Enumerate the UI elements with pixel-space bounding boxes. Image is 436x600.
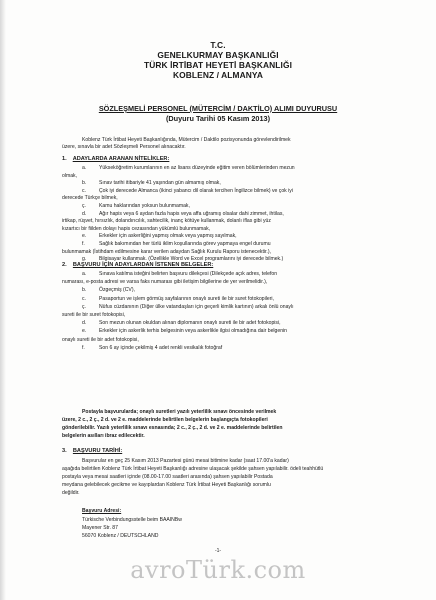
item-text: Özgeçmiş (CV), xyxy=(99,287,135,294)
announcement-title: SÖZLEŞMELİ PERSONEL (MÜTERCİM / DAKTİLO) ALIMI DUYURUSU xyxy=(98,104,338,113)
text-line: belgelerin asılları ibraz edilecektir. xyxy=(62,433,145,439)
item-text: Son mezun olunan okuldan alınan diplomanın onaylı sureti ile bir adet fotokopisi, xyxy=(99,320,281,327)
item-text: Erkekler için askerliğini yapmış olmak veya yapmış sayılmak, xyxy=(99,233,237,240)
page-number: -1- xyxy=(214,548,222,554)
list-item xyxy=(82,320,281,327)
list-item xyxy=(82,296,274,303)
item-text: Nüfus cüzdanının (Diğer ülke vatandaşları için geçerli kimlik kartının) arkalı önlü onaylı xyxy=(99,303,294,310)
item-letter: b. xyxy=(82,287,87,294)
item-letter: ç. xyxy=(82,303,86,310)
list-item xyxy=(62,195,118,202)
item-text: onaylı sureti ile bir adet fotokopisi, xyxy=(62,336,139,343)
list-item xyxy=(62,226,210,233)
address-label: Başvuru Adresi: xyxy=(82,508,122,514)
section-2-label: BAŞVURU İÇİN ADAYLARDAN İSTENEN BELGELER: xyxy=(72,262,214,268)
text-line: aşağıda belirtilen Koblenz Türk İrtibat Heyeti Başkanlığı adresine ulaşacak şekilde şahsen yapılabilir. ödeli teahhütlü xyxy=(62,466,324,472)
list-item xyxy=(82,180,221,187)
intro-line: Koblenz Türk İrtibat Heyeti Başkanlığında, Mütercim / Daktilo pozisyonunda görevlendirilmek xyxy=(82,137,291,143)
item-letter: ç. xyxy=(82,203,86,209)
text-line: meydana gelebilecek gecikme ve kayıplardan Koblenz Türk İrtibat Heyeti Başkanlığı sorumlu xyxy=(62,482,271,488)
section-3-label: BAŞVURU TARİHİ: xyxy=(72,448,123,454)
item-text: olmak, xyxy=(62,172,78,179)
list-item xyxy=(82,233,237,240)
item-text: Sınav tarihi itibariyle 41 yaşından gün almamış olmak, xyxy=(99,180,221,187)
section-1-heading xyxy=(62,156,169,163)
item-text: irtikap, rüşvet, hırsızlık, dolandırıcılık, sahtecilik, inanç kötüye kullanmak, dolanlı iflas gibi yüz xyxy=(62,218,271,225)
item-letter: d. xyxy=(82,320,87,327)
item-letter: d. xyxy=(82,210,87,217)
item-text: derecede Türkçe bilmek, xyxy=(62,195,118,202)
text-line: Türkische Verbindungsstelle beim BAAINBw xyxy=(82,517,182,523)
list-item xyxy=(82,203,190,210)
header-line-location: KOBLENZ / ALMANYA xyxy=(173,70,263,80)
item-text: Kamu haklarından yoksun bulunmamak, xyxy=(99,203,190,209)
item-text: Ağır hapis veya 6 aydan fazla hapis veya affa uğramış olsalar dahi zimmet, ihtilas, xyxy=(99,210,284,217)
list-item xyxy=(82,328,287,335)
list-item xyxy=(62,218,271,225)
item-text: bulunmamak (İstihdam edilmesine karar verilen adaydan Sağlık Kurulu Raporu istenecektir.), xyxy=(62,248,271,255)
list-item xyxy=(82,345,222,352)
list-item xyxy=(62,249,271,256)
item-letter: a. xyxy=(82,165,87,171)
item-letter: g. xyxy=(82,256,87,263)
text-line: gönderilebilir. Yazılı yeterlilik sınavı esnasında; 2 c., 2 ç., 2 d. ve 2 e. maddelerinde belirtilen xyxy=(62,425,283,431)
section-3-heading xyxy=(62,448,122,455)
item-letter: c. xyxy=(82,187,86,194)
header-line-genelkurmay: GENELKURMAY BAŞKANLIĞI xyxy=(157,50,279,60)
item-text: Pasaportun ve işlem görmüş sayfalarının onaylı sureti ile bir suret fotokopileri, xyxy=(99,295,274,302)
header-line-heyet: TÜRK İRTİBAT HEYETİ BAŞKANLIĞI xyxy=(143,60,292,70)
list-item xyxy=(82,287,135,294)
item-text: Yükseköğretim kurumlarının en az lisans düzeyinde eğitim veren bölümlerinden mezun xyxy=(99,165,295,171)
item-text: Çok iyi derecede Almanca (ikinci yabancı dil olarak tercihen İngilizce bilmek) ve çok iyi xyxy=(99,187,293,194)
site-watermark: avroTürk.com xyxy=(130,556,306,584)
section-2-number: 2. xyxy=(62,262,67,268)
text-line: Postayla başvurularda; onaylı suretleri yazılı yeterlilik sınavı öncesinde verilmek xyxy=(82,409,277,415)
text-line: 56070 Koblenz / DEUTSCHLAND xyxy=(82,533,159,539)
section-3-number: 3. xyxy=(62,448,67,454)
item-text: Bilgisayar kullanmak. (Özellikle Word ve Excel programlarını iyi derecede bilmek.) xyxy=(99,256,284,263)
text-line: üzere, 2 c., 2 ç., 2 d. ve 2 e. maddelerinde belirtilen belgelerin başlangıçta fotokopileri xyxy=(62,417,268,423)
text-line: postayla veya mesai saatleri içinde (08.00-17.00 saatleri arasında) şahsen yapılabilir Postada xyxy=(62,474,273,480)
header-line-tc: T.C. xyxy=(210,40,226,50)
list-item xyxy=(62,337,139,344)
item-text: Son 6 ay içinde çekilmiş 4 adet renkli vesikalık fotoğraf xyxy=(99,344,223,351)
text-line: Başvurular en geç 25 Kasım 2013 Pazartesi günü mesai bitimine kadar (saat 17.00'a kadar) xyxy=(82,458,289,464)
item-letter: b. xyxy=(82,180,87,187)
text-line: değildir. xyxy=(62,490,80,496)
list-item xyxy=(82,304,294,311)
item-letter: e. xyxy=(82,328,87,335)
item-text: numarası, e-posta adresi ve varsa faks numarası gibi iletişim bilgilerine de yer verilmelidir.), xyxy=(62,279,268,286)
list-item xyxy=(62,279,267,286)
section-2-heading xyxy=(62,262,213,269)
item-letter: c. xyxy=(82,295,86,302)
list-item xyxy=(62,312,125,319)
intro-line: üzere, sınavla bir adet Sözleşmeli Personel alınacaktır. xyxy=(62,144,186,150)
list-item xyxy=(82,271,277,278)
item-letter: e. xyxy=(82,233,87,240)
text-line: Mayener Str. 87 xyxy=(82,525,118,531)
item-text: kızartıcı bir fiilden dolayı hapis cezasından yükümlü bulunmamak, xyxy=(62,225,211,232)
item-text: Sağlık bakımından her türlü iklim koşullarında görev yapmaya engel durumu xyxy=(99,241,271,247)
list-item xyxy=(82,188,293,195)
item-text: Sınava katılma isteğini belirten başvuru dilekçesi (Dilekçede açık adres, telefon xyxy=(99,271,278,277)
list-item xyxy=(82,211,284,218)
item-text: sureti ile bir suret fotokopisi, xyxy=(62,312,126,318)
list-item xyxy=(62,173,77,180)
item-letter: a. xyxy=(82,271,87,277)
announcement-date: (Duyuru Tarihi 05 Kasım 2013) xyxy=(165,113,271,123)
list-item xyxy=(82,241,271,248)
item-letter: f. xyxy=(82,241,85,247)
section-1-label: ADAYLARDA ARANAN NİTELİKLER: xyxy=(72,156,170,162)
section-1-number: 1. xyxy=(62,156,67,162)
item-text: Erkekler için askerlik terhis belgesinin veya askerlikle ilgisi olmadığına dair belgenin xyxy=(99,328,287,335)
item-letter: f. xyxy=(82,344,85,351)
list-item xyxy=(82,165,295,172)
